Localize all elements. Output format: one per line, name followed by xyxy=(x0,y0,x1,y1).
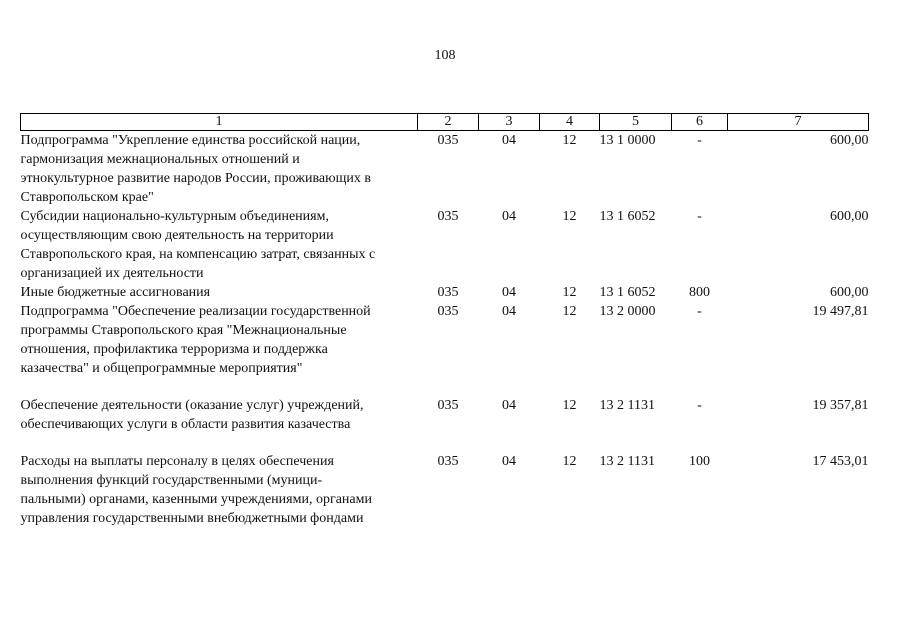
cell-ministry-code: 035 xyxy=(437,398,459,413)
column-header-1: 1 xyxy=(21,114,418,131)
column-header-5: 5 xyxy=(600,114,672,131)
table-row xyxy=(21,131,869,208)
row-description xyxy=(21,131,418,208)
cell-ministry-code: 035 xyxy=(437,454,459,469)
column-header-3: 3 xyxy=(479,114,540,131)
description-line: казачества" и общепрограммные мероприятия" xyxy=(20,361,303,376)
cell-expense-type: 100 xyxy=(689,454,710,469)
column-header-2: 2 xyxy=(418,114,479,131)
description-line: программы Ставропольского края "Межнациональные xyxy=(20,323,347,338)
cell-ministry-code: 035 xyxy=(437,209,459,224)
description-line: Иные бюджетные ассигнования xyxy=(20,285,211,300)
cell-expense-type: 800 xyxy=(689,285,710,300)
table-row xyxy=(21,207,869,283)
cell-ministry-code: 035 xyxy=(437,304,459,319)
budget-table xyxy=(20,113,869,528)
description-line: выполнения функций государственными (муници- xyxy=(20,473,323,488)
table-row xyxy=(21,283,869,302)
cell-subsection-code: 12 xyxy=(562,454,577,469)
cell-target-article: 13 1 0000 xyxy=(599,133,656,148)
spacer-row xyxy=(21,434,869,452)
description-line: Обеспечение деятельности (оказание услуг) учреждений, xyxy=(20,398,364,413)
cell-ministry-code: 035 xyxy=(437,285,459,300)
cell-expense-type: - xyxy=(697,398,702,413)
description-line: Подпрограмма "Укрепление единства российской нации, xyxy=(20,133,361,148)
cell-section-code: 04 xyxy=(502,285,516,300)
description-line: обеспечивающих услуги в области развития казачества xyxy=(20,417,351,432)
cell-subsection-code: 12 xyxy=(562,304,577,319)
cell-target-article: 13 1 6052 xyxy=(599,285,656,300)
row-description xyxy=(21,452,418,528)
cell-expense-type: - xyxy=(697,133,702,148)
cell-target-article: 13 1 6052 xyxy=(599,209,656,224)
cell-target-article: 13 2 1131 xyxy=(599,454,655,469)
description-line: организацией их деятельности xyxy=(20,266,204,281)
cell-ministry-code: 035 xyxy=(437,133,459,148)
spacer-cell xyxy=(21,378,869,396)
cell-subsection-code: 12 xyxy=(562,133,577,148)
cell-expense-type: - xyxy=(697,304,702,319)
cell-amount: 600,00 xyxy=(830,133,869,148)
description-line: Субсидии национально-культурным объединениям, xyxy=(20,209,329,224)
cell-amount: 19 497,81 xyxy=(812,304,869,319)
description-line: этнокультурное развитие народов России, проживающих в xyxy=(20,171,371,186)
row-description xyxy=(21,207,418,283)
description-line: пальными) органами, казенными учреждениями, органами xyxy=(20,492,372,507)
table-row xyxy=(21,396,869,434)
description-line: осуществляющим свою деятельность на территории xyxy=(20,228,334,243)
description-line: управления государственными внебюджетными фондами xyxy=(20,511,364,526)
cell-section-code: 04 xyxy=(502,209,516,224)
cell-subsection-code: 12 xyxy=(562,285,577,300)
description-line: Ставропольского края, на компенсацию затрат, связанных с xyxy=(20,247,376,262)
column-header-7: 7 xyxy=(728,114,869,131)
cell-section-code: 04 xyxy=(502,133,516,148)
spacer-row xyxy=(21,378,869,396)
description-line: Ставропольском крае" xyxy=(20,190,154,205)
description-line: Расходы на выплаты персоналу в целях обеспечения xyxy=(20,454,334,469)
cell-section-code: 04 xyxy=(502,454,516,469)
column-header-6: 6 xyxy=(672,114,728,131)
table-header-row xyxy=(21,114,869,131)
cell-section-code: 04 xyxy=(502,398,516,413)
cell-subsection-code: 12 xyxy=(562,209,577,224)
cell-section-code: 04 xyxy=(502,304,516,319)
row-description xyxy=(21,396,418,434)
cell-amount: 600,00 xyxy=(830,285,869,300)
spacer-cell xyxy=(21,434,869,452)
cell-target-article: 13 2 0000 xyxy=(599,304,656,319)
cell-expense-type: - xyxy=(697,209,702,224)
cell-subsection-code: 12 xyxy=(562,398,577,413)
row-description xyxy=(21,302,418,378)
description-line: Подпрограмма "Обеспечение реализации государственной xyxy=(20,304,371,319)
table-row xyxy=(21,302,869,378)
table-row xyxy=(21,452,869,528)
cell-target-article: 13 2 1131 xyxy=(599,398,655,413)
cell-amount: 600,00 xyxy=(830,209,869,224)
row-description xyxy=(21,283,418,302)
cell-amount: 17 453,01 xyxy=(812,454,869,469)
description-line: гармонизация межнациональных отношений и xyxy=(20,152,300,167)
description-line: отношения, профилактика терроризма и поддержка xyxy=(20,342,328,357)
cell-amount: 19 357,81 xyxy=(812,398,869,413)
page-number: 108 xyxy=(434,48,456,63)
column-header-4: 4 xyxy=(540,114,600,131)
